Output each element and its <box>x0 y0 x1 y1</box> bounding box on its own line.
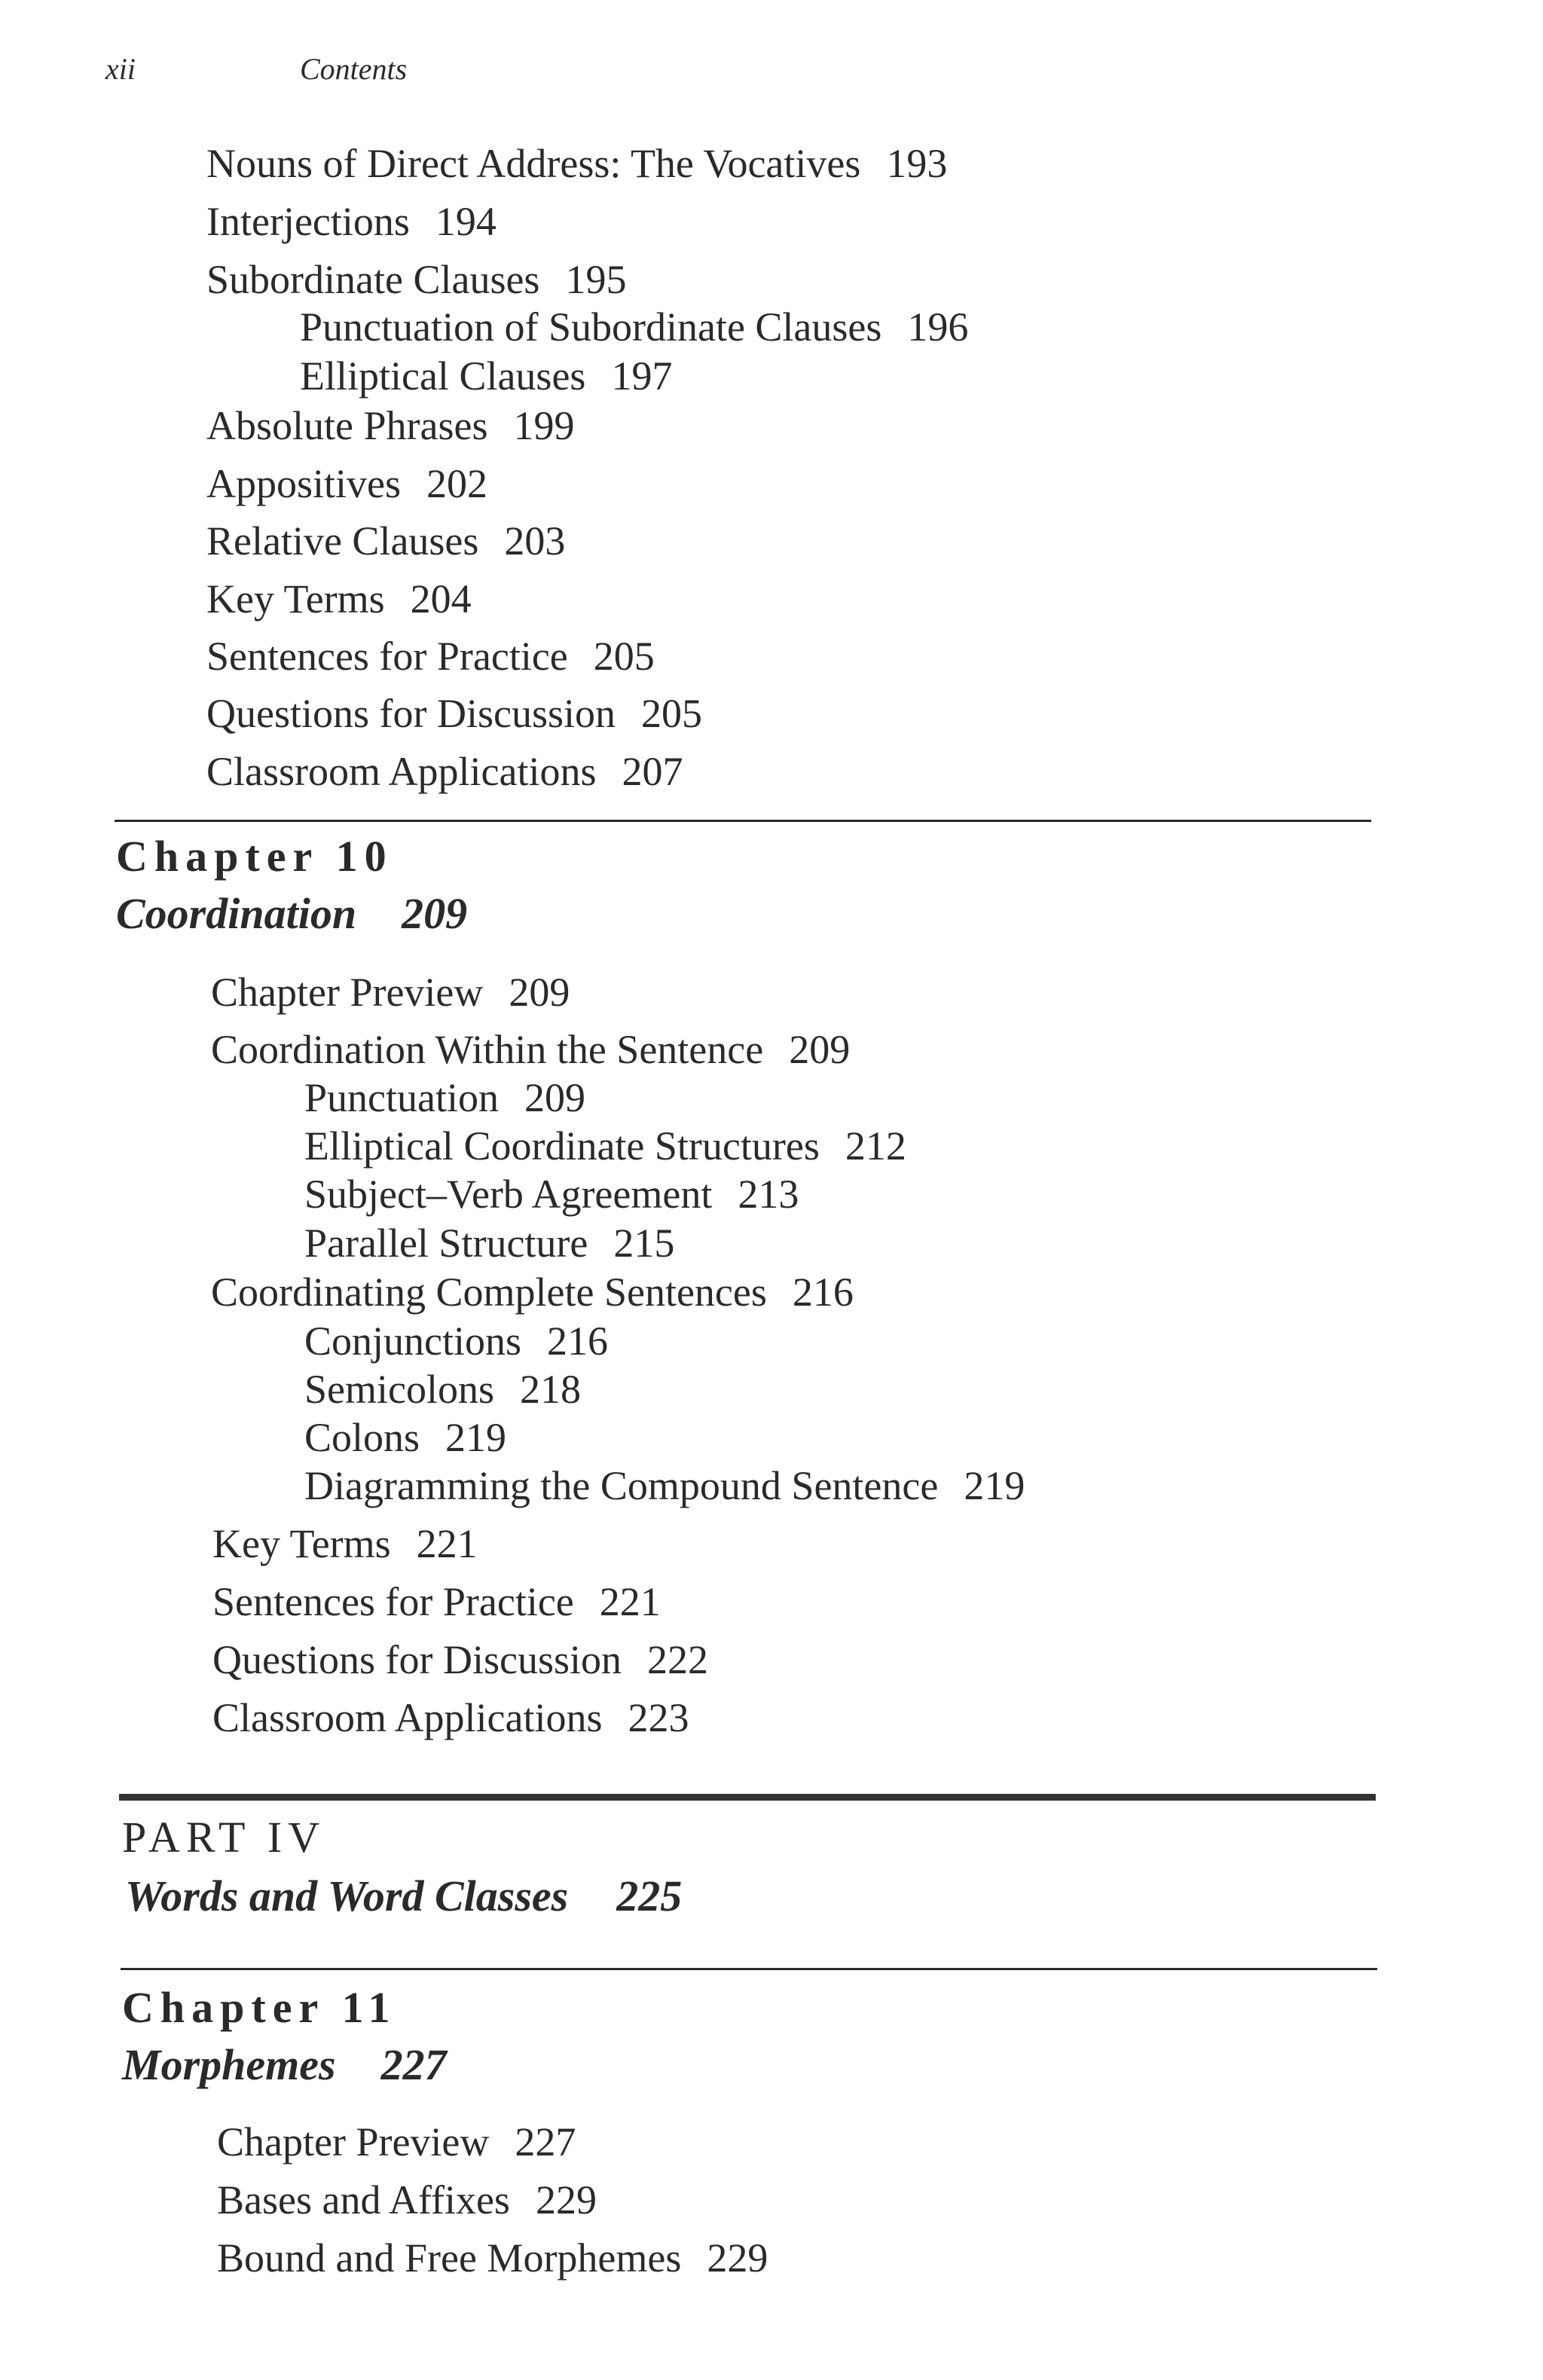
toc-subentry <box>304 1123 906 1169</box>
entry-page: 227 <box>515 2119 576 2165</box>
toc-entry <box>206 518 566 564</box>
toc-entry <box>212 1639 708 1680</box>
part-page: 225 <box>616 1871 683 1920</box>
running-title: Contents <box>300 52 408 86</box>
entry-page: 209 <box>509 970 570 1015</box>
entry-page: 207 <box>622 749 683 794</box>
toc-entry <box>206 259 626 300</box>
entry-page: 204 <box>410 576 472 622</box>
entry-page: 197 <box>611 353 673 399</box>
entry-title: Elliptical Coordinate Structures <box>304 1123 820 1169</box>
chapter-page: 209 <box>402 889 468 938</box>
entry-title: Conjunctions <box>304 1318 522 1364</box>
toc-subentry <box>304 1417 506 1458</box>
part-divider <box>119 1794 1376 1801</box>
entry-title: Appositives <box>206 461 402 506</box>
entry-page: 212 <box>845 1123 906 1169</box>
toc-entry <box>206 751 683 792</box>
entry-title: Coordination Within the Sentence <box>211 1027 764 1072</box>
toc-entry <box>206 636 655 677</box>
chapter-page: 227 <box>380 2040 447 2089</box>
part-title: Words and Word Classes <box>125 1871 569 1920</box>
toc-entry <box>212 1581 661 1622</box>
entry-page: 194 <box>435 199 497 244</box>
entry-title: Interjections <box>206 199 410 244</box>
entry-title: Classroom Applications <box>206 749 597 794</box>
page-number: xii <box>105 52 136 86</box>
entry-title: Bases and Affixes <box>217 2177 510 2223</box>
entry-page: 193 <box>886 141 948 186</box>
toc-entry <box>212 1523 478 1564</box>
entry-page: 215 <box>613 1221 675 1266</box>
entry-page: 218 <box>520 1367 581 1412</box>
entry-page: 229 <box>535 2177 597 2223</box>
chapter-title: Coordination <box>116 889 357 938</box>
part-label: PART IV <box>122 1813 326 1862</box>
toc-entry <box>217 2119 576 2165</box>
toc-entry <box>206 201 497 242</box>
toc-entry <box>206 143 947 184</box>
chapter-title: Morphemes <box>122 2040 336 2089</box>
entry-title: Subordinate Clauses <box>206 257 540 302</box>
entry-title: Chapter Preview <box>217 2119 490 2165</box>
entry-page: 202 <box>426 461 488 506</box>
entry-page: 219 <box>964 1463 1025 1508</box>
toc-entry <box>206 693 702 734</box>
entry-page: 205 <box>640 691 702 736</box>
chapter-heading <box>116 889 468 938</box>
toc-entry <box>211 1269 854 1315</box>
entry-title: Sentences for Practice <box>206 634 568 679</box>
entry-page: 221 <box>599 1579 661 1624</box>
toc-subentry <box>304 1172 799 1217</box>
toc-entry <box>217 2235 768 2281</box>
toc-entry <box>211 1029 850 1070</box>
entry-page: 203 <box>504 518 566 564</box>
entry-title: Questions for Discussion <box>212 1637 622 1682</box>
entry-title: Parallel Structure <box>304 1221 588 1266</box>
toc-entry <box>211 972 570 1013</box>
entry-page: 216 <box>792 1269 854 1315</box>
toc-subentry <box>304 1369 581 1410</box>
entry-page: 216 <box>547 1318 609 1364</box>
entry-page: 195 <box>565 257 627 302</box>
chapter-label: Chapter 11 <box>122 1983 397 2032</box>
section-divider <box>115 820 1371 822</box>
toc-entry <box>206 405 574 446</box>
entry-title: Key Terms <box>212 1521 391 1566</box>
entry-page: 209 <box>789 1027 851 1072</box>
entry-page: 221 <box>416 1521 478 1566</box>
entry-page: 213 <box>738 1172 799 1217</box>
part-heading <box>125 1871 683 1920</box>
entry-page: 219 <box>445 1415 507 1460</box>
toc-subentry <box>304 1318 609 1364</box>
toc-subentry <box>304 1221 675 1266</box>
entry-title: Coordinating Complete Sentences <box>211 1269 767 1315</box>
entry-page: 222 <box>646 1637 708 1682</box>
entry-title: Sentences for Practice <box>212 1579 574 1624</box>
entry-title: Bound and Free Morphemes <box>217 2235 682 2281</box>
chapter-label: Chapter 10 <box>116 832 393 881</box>
toc-entry <box>212 1697 689 1738</box>
entry-page: 223 <box>628 1695 689 1740</box>
entry-title: Classroom Applications <box>212 1695 603 1740</box>
toc-entry <box>217 2177 597 2223</box>
entry-title: Questions for Discussion <box>206 691 616 736</box>
entry-title: Semicolons <box>304 1367 494 1412</box>
entry-title: Chapter Preview <box>211 970 484 1015</box>
entry-page: 205 <box>593 634 655 679</box>
entry-title: Elliptical Clauses <box>300 353 586 399</box>
toc-entry <box>206 463 487 504</box>
section-divider <box>121 1968 1377 1970</box>
toc-subentry <box>304 1077 585 1118</box>
entry-title: Nouns of Direct Address: The Vocatives <box>206 141 861 186</box>
entry-title: Key Terms <box>206 576 385 622</box>
entry-title: Punctuation of Subordinate Clauses <box>300 304 882 350</box>
entry-title: Relative Clauses <box>206 518 479 564</box>
entry-title: Absolute Phrases <box>206 403 488 448</box>
toc-entry <box>206 576 472 622</box>
entry-page: 209 <box>524 1075 585 1120</box>
entry-page: 229 <box>707 2235 768 2281</box>
entry-page: 199 <box>513 403 575 448</box>
entry-page: 196 <box>907 304 969 350</box>
toc-subentry <box>304 1465 1025 1506</box>
toc-subentry <box>300 353 673 399</box>
entry-title: Subject–Verb Agreement <box>304 1172 713 1217</box>
chapter-heading <box>122 2040 447 2089</box>
entry-title: Diagramming the Compound Sentence <box>304 1463 939 1508</box>
toc-subentry <box>300 304 969 350</box>
entry-title: Colons <box>304 1415 420 1460</box>
entry-title: Punctuation <box>304 1075 499 1120</box>
